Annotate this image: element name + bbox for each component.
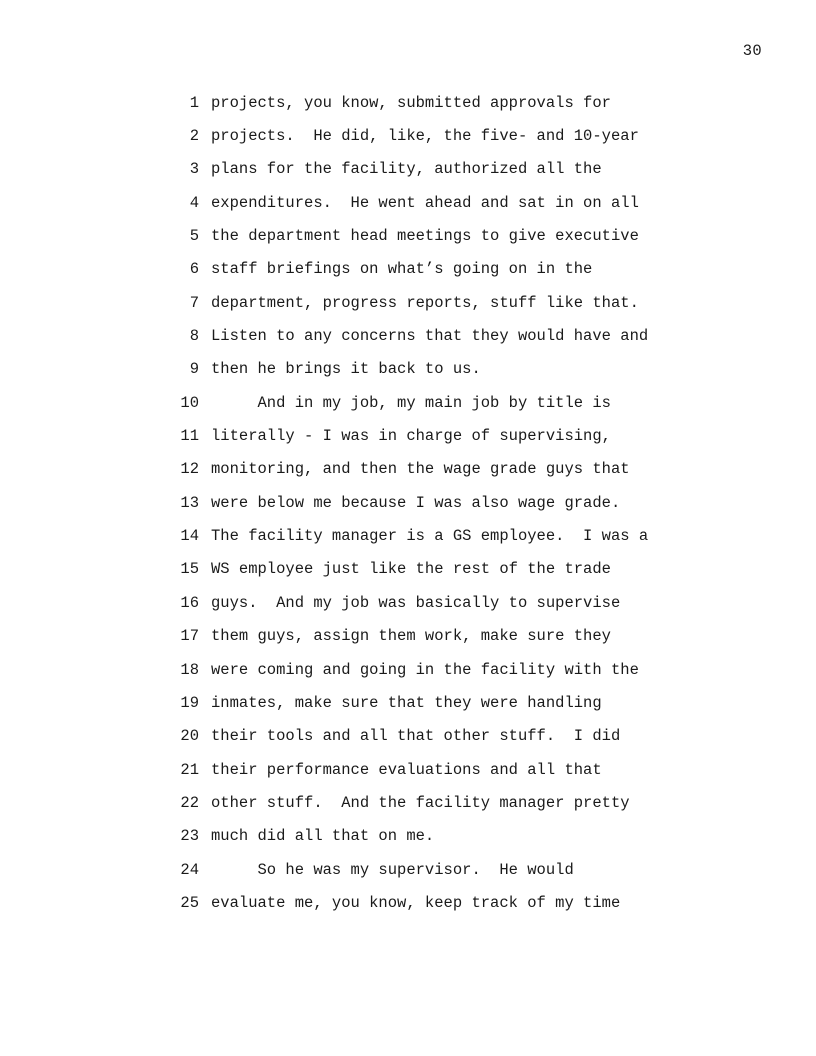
line-number: 15 xyxy=(180,560,199,579)
line-number: 14 xyxy=(180,527,199,546)
line-number: 19 xyxy=(180,693,199,712)
transcript-line xyxy=(170,853,730,886)
line-number: 13 xyxy=(180,493,199,512)
line-number: 10 xyxy=(180,393,199,412)
line-number: 11 xyxy=(180,427,199,446)
line-text: plans for the facility, authorized all the xyxy=(211,160,602,179)
line-text: were coming and going in the facility with the xyxy=(211,660,639,679)
line-number: 12 xyxy=(180,460,199,479)
line-text: literally - I was in charge of supervising, xyxy=(211,427,611,446)
transcript-line xyxy=(170,453,730,486)
transcript-line xyxy=(170,519,730,552)
line-text: their tools and all that other stuff. I did xyxy=(211,727,621,746)
line-text: them guys, assign them work, make sure they xyxy=(211,627,611,646)
transcript-line xyxy=(170,686,730,719)
line-text: their performance evaluations and all that xyxy=(211,760,602,779)
transcript-line xyxy=(170,153,730,186)
transcript-line xyxy=(170,653,730,686)
transcript-line xyxy=(170,353,730,386)
line-text: were below me because I was also wage grade. xyxy=(211,493,621,512)
line-text: projects. He did, like, the five- and 10-year xyxy=(211,127,639,146)
transcript-line xyxy=(170,86,730,119)
line-number: 4 xyxy=(189,193,199,212)
transcript-line xyxy=(170,386,730,419)
line-text: inmates, make sure that they were handling xyxy=(211,693,602,712)
line-number: 18 xyxy=(180,660,199,679)
transcript-line xyxy=(170,419,730,452)
line-text: evaluate me, you know, keep track of my time xyxy=(211,893,621,912)
line-number: 20 xyxy=(180,727,199,746)
transcript-line xyxy=(170,753,730,786)
transcript-body xyxy=(170,86,730,920)
line-number: 3 xyxy=(189,160,199,179)
line-text: staff briefings on what’s going on in the xyxy=(211,260,593,279)
line-number: 17 xyxy=(180,627,199,646)
line-number: 9 xyxy=(189,360,199,379)
line-text: projects, you know, submitted approvals for xyxy=(211,93,611,112)
line-number: 16 xyxy=(180,593,199,612)
transcript-line xyxy=(170,286,730,319)
transcript-line xyxy=(170,820,730,853)
transcript-line xyxy=(170,620,730,653)
line-text: then he brings it back to us. xyxy=(211,360,481,379)
transcript-line xyxy=(170,886,730,919)
line-number: 8 xyxy=(189,327,199,346)
line-text: guys. And my job was basically to supervise xyxy=(211,593,621,612)
line-text: The facility manager is a GS employee. I was a xyxy=(211,527,649,546)
line-text: So he was my supervisor. He would xyxy=(211,860,574,879)
line-text: much did all that on me. xyxy=(211,827,435,846)
line-number: 2 xyxy=(189,127,199,146)
transcript-line xyxy=(170,119,730,152)
transcript-line xyxy=(170,553,730,586)
transcript-line xyxy=(170,586,730,619)
line-number: 7 xyxy=(189,293,199,312)
transcript-line xyxy=(170,720,730,753)
line-text: other stuff. And the facility manager pretty xyxy=(211,793,630,812)
line-text: monitoring, and then the wage grade guys that xyxy=(211,460,630,479)
line-text: And in my job, my main job by title is xyxy=(211,393,611,412)
line-text: Listen to any concerns that they would have and xyxy=(211,327,649,346)
transcript-line xyxy=(170,219,730,252)
transcript-line xyxy=(170,319,730,352)
line-number: 5 xyxy=(189,227,199,246)
line-text: department, progress reports, stuff like that. xyxy=(211,293,639,312)
line-number: 22 xyxy=(180,793,199,812)
line-number: 6 xyxy=(189,260,199,279)
line-number: 24 xyxy=(180,860,199,879)
line-number: 25 xyxy=(180,893,199,912)
line-number: 21 xyxy=(180,760,199,779)
line-text: the department head meetings to give executive xyxy=(211,227,639,246)
line-number: 1 xyxy=(189,93,199,112)
transcript-line xyxy=(170,253,730,286)
transcript-line xyxy=(170,186,730,219)
line-text: WS employee just like the rest of the trade xyxy=(211,560,611,579)
transcript-line xyxy=(170,786,730,819)
line-text: expenditures. He went ahead and sat in on all xyxy=(211,193,639,212)
page-number: 30 xyxy=(742,42,762,60)
line-number: 23 xyxy=(180,827,199,846)
transcript-line xyxy=(170,486,730,519)
